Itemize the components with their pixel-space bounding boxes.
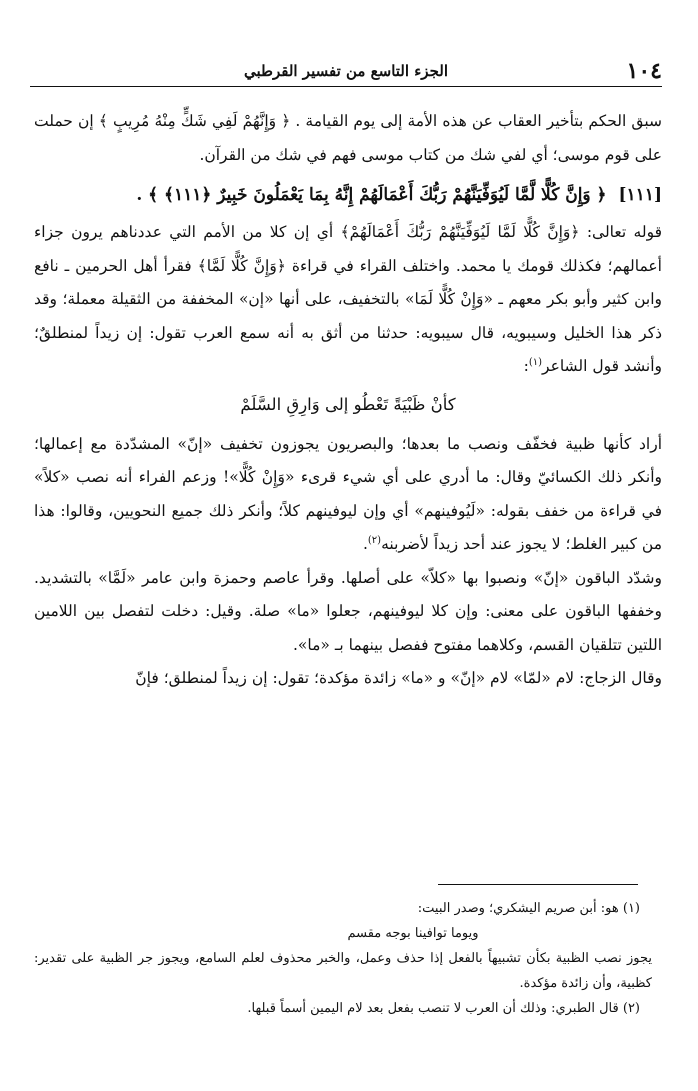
paragraph-2 (34, 216, 662, 384)
paragraph-4: وشدّد الباقون «إنّ» ونصبوا بها «كلاّ» على أصلها. وقرأ عاصم وحمزة وابن عامر «لَمَّا» بالتشديد. وخففها الباقون على معنى: وإن كلا ليوفينهم، جعلوا «ما» صلة. وقيل: دخلت لتفصل بين اللامين اللتين تتلقيان القسم، وكلاهما مفتوح ففصل بينهما بـ «ما». (34, 568, 662, 654)
paragraph-5: وقال الزجاج: لام «لمّا» لام «إنّ» و «ما» زائدة مؤكدة؛ تقول: إن زيداً لمنطلق؛ فإنّ (135, 669, 662, 687)
paragraph-2-text: قوله تعالى: ﴿وَإِنَّ كُلًّا لَمَّا لَيُوَفِّيَنَّهُمْ رَبُّكَ أَعْمَالَهُمْ﴾ أي إن كلا من الأمم التي عددناهم يرون جزاء أعمالهم؛ فكذلك قومك يا محمد. واختلف القراء في قراءة ﴿وَإِنَّ كُلًّا لَمَّا﴾ فقرأ أهل الحرمين ـ نافع وابن كثير وأبو بكر معهم ـ «وَإِنْ كُلًّا لَمَا» بالتخفيف، على أنها «إن» المخففة من الثقيلة معملة؛ وقد ذكر هذا الخليل وسيبويه، قال سيبويه: حدثنا من أثق به أنه سمع العرب تقول: إن زيداً لمنطلقٌ؛ وأنشد قول الشاعر (34, 223, 662, 375)
footnotes (34, 896, 652, 1021)
poetry-line: كأنْ ظَبْيَةً تَعْطُو إلى وَارِقِ السَّلَمْ (240, 394, 456, 414)
footnote-divider (438, 884, 638, 885)
page-number: ١٠٤ (626, 58, 662, 84)
footnote-ref-1: (١) (528, 356, 543, 368)
paragraph-3-text: أراد كأنها ظبية فخفّف ونصب ما بعدها؛ والبصريون يجوزون تخفيف «إنّ» المشدّدة مع إعمالها؛ وأنكر ذلك الكسائيّ وقال: ما أدري على أي شيء قرىء «وَإِنْ كُلًّا»! وزعم الفراء أنه نصب «كلاً» في قراءة من خفف بقوله: «لَيُوفينهم» أي وإن ليوفينهم كلاً؛ وأنكر ذلك جميع النحويين، وقالوا: هذا من كبير الغلط؛ لا يجوز عند أحد زيداً لأضربنه (34, 434, 663, 553)
footnote-1-verse: ويوما توافينا بوجه مقسم (347, 926, 479, 941)
paragraph-1: سبق الحكم بتأخير العقاب عن هذه الأمة إلى يوم القيامة . ﴿ وَإِنَّهُمْ لَفِي شَكٍّ مِنْهُ مُرِيبٍ ﴾ إن حملت على قوم موسى؛ أي لفي شك من كتاب موسى فهم في شك من القرآن. (34, 112, 662, 164)
paragraph-2-end: : (523, 357, 529, 375)
paragraph-3 (34, 428, 662, 562)
page-header (30, 58, 662, 87)
main-text (34, 105, 662, 696)
quran-verse-line (34, 178, 662, 212)
running-title: الجزء التاسع من تفسير القرطبي (244, 62, 448, 80)
footnote-1-line-1: (١) هو: أبن صريم اليشكري؛ وصدر البيت: (417, 901, 640, 916)
footnote-ref-2: (٢) (367, 534, 382, 546)
verse-text: ﴿ وَإِنَّ كُلًّا لَّمَّا لَيُوَفِّيَنَّهُمْ رَبُّكَ أَعْمَالَهُمْ إِنَّهُ بِمَا يَعْمَلُونَ خَبِيرٌ ﴿١١١﴾ ﴾ . (136, 185, 607, 205)
verse-number: [١١١] (618, 185, 662, 205)
footnote-2: (٢) قال الطبري: وذلك أن العرب لا تنصب بفعل بعد لام اليمين أسماً قبلها. (247, 1001, 640, 1016)
paragraph-3-end: . (362, 535, 368, 553)
footnote-1-line-2: يجوز نصب الظبية بكأن تشبيهاً بالفعل إذا حذف وعمل، والخبر محذوف لعلم السامع، ويجوز جر الظبية على تقدير: كظبية، وأن زائدة مؤكدة. (34, 951, 652, 991)
